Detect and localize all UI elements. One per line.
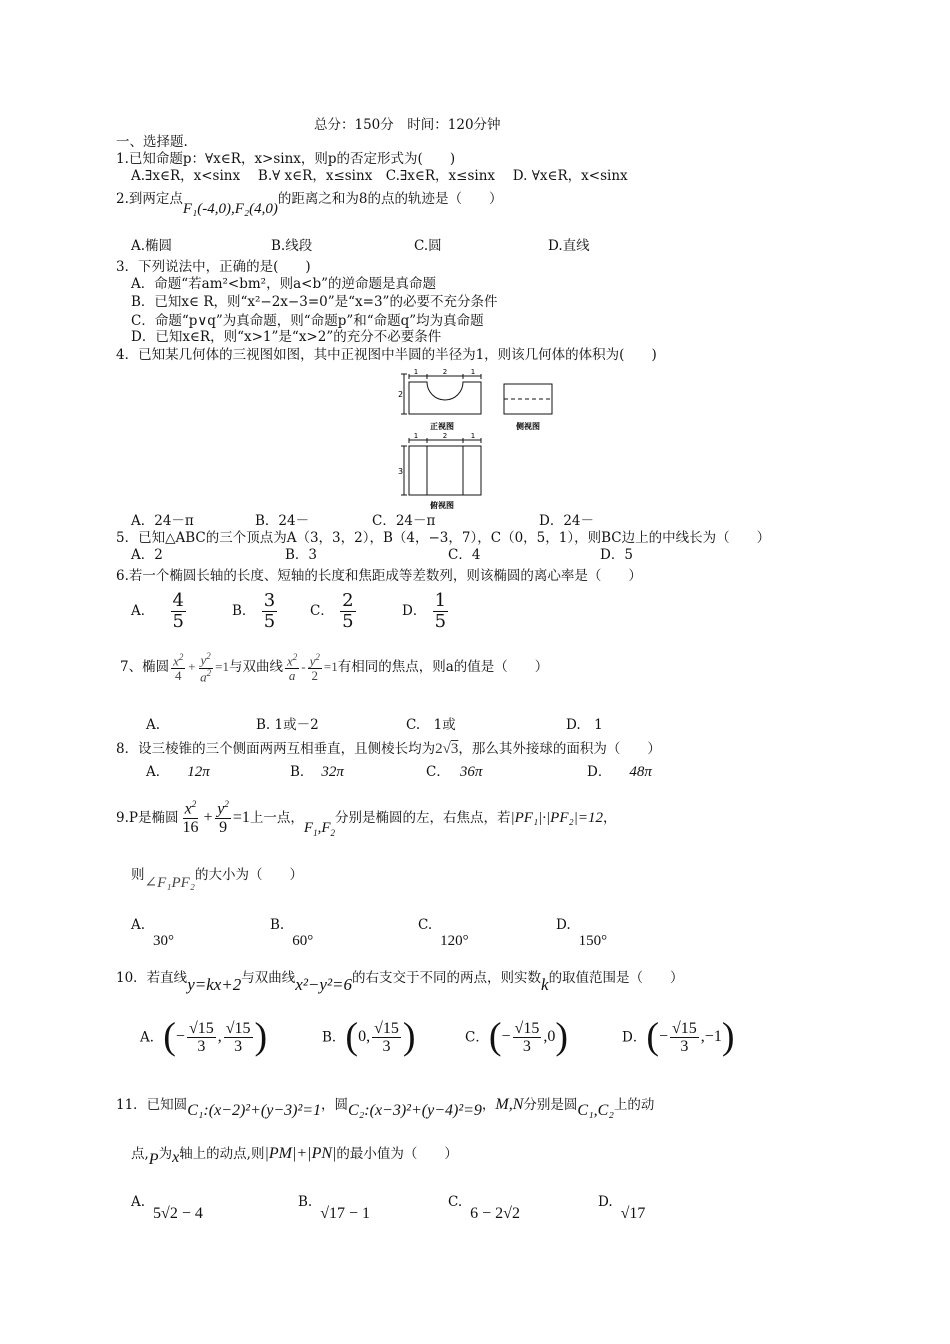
q6-c-label: C． [310,602,334,619]
q10-option-a[interactable]: A．(− $\frac{√15}{3}$ , $\frac{√15}{3}$ ) [140,1016,268,1058]
q9-stem: 9.P是椭圆 $\frac{x^2}{16}$ + $\frac{y^2}{9}$ =1上一点，$F_1,F_2$分别是椭圆的左，右焦点，若|PF₁|·|PF₂|=12， [116,799,617,838]
q7-option-a[interactable]: A. [146,717,161,733]
q3-option-d[interactable]: D．已知x∈R，则“x>1”是“x>2”的充分不必要条件 [131,329,442,345]
q11-stem: 11．已知圆C₁:(x−2)²+(y−3)²=1，圆C₂:(x−3)²+(y−4)²=9，M,N分别是圆C₁,C₂上的动 [116,1096,655,1119]
q11-option-d[interactable]: D.√17 [598,1194,646,1222]
top-dim-3: 1 [470,432,476,440]
q1-options: A.∃x∈R，x<sinx B.∀ x∈R，x≤sinx C.∃x∈R，x≤sinx D. ∀x∈R，x<sinx [131,168,628,184]
top-view [401,438,481,495]
q2-stem [116,190,503,217]
front-view [401,374,481,414]
q11-expression: |PM|+|PN| [264,1145,337,1162]
top-height-label: 3 [398,467,404,476]
q9-option-a[interactable]: A.30° [131,917,175,949]
q11-option-b[interactable]: B.√17 − 1 [298,1194,371,1222]
q8-pre: 8．设三棱锥的三个侧面两两互相垂直，且侧棱长均为 [116,741,436,757]
q8-option-c[interactable]: C． 36π [426,764,483,780]
q7-post: 有相同的焦点，则a的值是（ ） [337,659,549,676]
q7-ellipse-eq: $\frac{x^2}{4}$ + $\frac{y^2}{a^2}$ =1 [173,651,229,684]
q4-stem: 4．已知某几何体的三视图如图，其中正视图中半圆的半径为1，则该几何体的体积为( ) [116,347,657,363]
q7-option-d[interactable]: D. 1 [566,717,603,733]
side-view [504,384,552,414]
q8-option-a[interactable]: A． 12π [146,764,210,780]
q6-d-frac: $\frac{1}{5}$ [434,590,447,632]
q6-a-frac: $\frac{4}{5}$ [172,590,184,632]
q8-option-b[interactable]: B． 32π [290,764,344,780]
q6-option-d[interactable] [402,591,450,632]
q9-ellipse-eq: $\frac{x^2}{16}$ + $\frac{y^2}{9}$ =1 [182,799,250,836]
q7-option-b[interactable]: B. 1或－2 [256,717,319,733]
q2-post: 的距离之和为8的点的轨迹是（ ） [277,191,503,207]
front-view-label: 正视图 [430,422,454,431]
q8-post: ，那么其外接球的面积为（ ） [458,741,661,757]
q3-stem: 3．下列说法中，正确的是( ) [116,259,311,275]
q11-mn: M,N [495,1096,524,1113]
top-dim-1: 1 [413,432,419,440]
q11-p: P [148,1151,159,1168]
front-dim-1: 1 [413,368,419,376]
q6-d-label: D． [402,602,427,619]
q2-option-c[interactable]: C.圆 [414,238,442,254]
front-height-label: 2 [398,390,404,399]
front-dim-3: 1 [470,368,476,376]
q6-b-label: B． [232,602,256,619]
q11-option-c[interactable]: C.6 − 2√2 [448,1194,520,1222]
q4-option-a[interactable]: A．24－π [131,513,194,529]
q6-stem: 6.若一个椭圆长轴的长度、短轴的长度和焦距成等差数列，则该椭圆的离心率是（ ） [116,568,642,584]
q1-stem: 1.已知命题p：∀x∈R，x>sinx，则p的否定形式为( ) [116,151,456,167]
q3-option-c[interactable]: C．命题“p∨q”为真命题，则“命题p”和“命题q”均为真命题 [131,313,484,329]
q10-k: k [541,975,549,994]
q5-stem: 5．已知△ABC的三个顶点为A（3，3，2），B（4，−3，7），C（0，5，1），则BC边上的中线长为（ ） [116,530,771,546]
q6-a-label: A． [131,602,155,619]
q11-x: x [172,1149,180,1166]
q6-option-c[interactable] [310,591,358,632]
q10-option-b[interactable]: B．(0, $\frac{√15}{3}$ ) [322,1016,416,1058]
q5-option-d[interactable]: D．5 [600,547,633,563]
q4-option-c[interactable]: C．24－π [372,513,436,529]
q9-option-c[interactable]: C.120° [418,917,469,949]
q6-option-b[interactable] [232,591,279,632]
q9-option-d[interactable]: D.150° [556,917,608,949]
q6-c-frac: $\frac{2}{5}$ [342,590,354,632]
q11-circle1-eq: C₁:(x−2)²+(y−3)²=1 [187,1102,322,1119]
q7-option-c[interactable]: C. 1或 [406,717,456,733]
q2-foci: F₁(-4,0),F₂(4,0) [182,201,278,217]
q9-line2: 则∠F₁PF₂的大小为（ ） [131,867,303,891]
q8-option-d[interactable]: D． 48π [587,764,652,780]
q10-stem: 10．若直线y=kx+2与双曲线x²−y²=6的右支交于不同的两点，则实数k的取值范围是（ ） [116,970,684,994]
q10-hyperbola-eq: x²−y²=6 [295,975,353,994]
q11-line2: 点,P为x轴上的动点,则|PM|+|PN|的最小值为（ ） [131,1145,458,1168]
q6-b-frac: $\frac{3}{5}$ [263,590,276,632]
q11-c1c2: C₁,C₂ [577,1102,614,1119]
q9-option-b[interactable]: B.60° [270,917,314,949]
q9-angle: ∠F₁PF₂ [144,875,195,891]
q5-option-b[interactable]: B．3 [285,547,318,563]
q2-option-d[interactable]: D.直线 [548,238,590,254]
q9-mid1: 上一点， [249,809,304,826]
q10-a-interval: (− $\frac{√15}{3}$ , $\frac{√15}{3}$ ) [163,1016,268,1058]
q8-edge-length: 2√3 [435,741,459,757]
q10-option-d[interactable]: D．(− $\frac{√15}{3}$ ,−1) [622,1016,735,1058]
q3-option-b[interactable]: B．已知x∈ R，则“x²−2x−3=0”是“x=3”的必要不充分条件 [131,294,498,310]
q7-pre: 7、椭圆 [120,659,170,676]
q4-option-b[interactable]: B．24－ [255,513,310,529]
top-dim-2: 2 [442,432,448,440]
q5-option-c[interactable]: C．4 [448,547,481,563]
section-title: 一、选择题. [116,134,188,150]
three-view-figure [390,368,560,510]
q7-hyperbola-eq: $\frac{x^2}{a}$ - $\frac{y^2}{2}$ =1 [287,651,338,684]
q9-mid2: 分别是椭圆的左，右焦点，若 [335,809,511,826]
q7-mid: 与双曲线 [229,659,283,676]
q2-pre: 2.到两定点 [116,191,183,207]
q10-c-interval: (− $\frac{√15}{3}$ ,0) [488,1016,568,1058]
q9-foci: $F_1,F_2$ [303,819,335,838]
exam-header: 总分：150分 时间：120分钟 [314,117,501,133]
front-dim-2: 2 [442,368,448,376]
q9-condition: |PF₁|·|PF₂|=12 [510,809,603,826]
q2-option-a[interactable]: A.椭圆 [131,238,173,254]
q6-option-a[interactable] [131,591,188,632]
q3-option-a[interactable]: A．命题“若am²<bm²，则a<b”的逆命题是真命题 [131,276,436,292]
q5-option-a[interactable]: A．2 [131,547,163,563]
q10-d-interval: (− $\frac{√15}{3}$ ,−1) [646,1016,735,1058]
q9-pre: 9.P是椭圆 [116,809,179,826]
q11-circle2-eq: C₂:(x−3)²+(y−4)²=9 [348,1102,482,1119]
q7-stem [120,652,548,684]
q8-stem [116,740,661,758]
q2-option-b[interactable]: B.线段 [271,238,313,254]
q11-option-a[interactable]: A.5√2 − 4 [131,1194,203,1222]
q4-option-d[interactable]: D．24－ [539,513,595,529]
q10-b-interval: (0, $\frac{√15}{3}$ ) [345,1016,416,1058]
q10-line-eq: y=kx+2 [187,975,242,994]
q10-option-c[interactable]: C．(− $\frac{√15}{3}$ ,0) [465,1016,568,1058]
side-view-label: 侧视图 [516,422,540,431]
top-view-label: 俯视图 [430,501,454,510]
